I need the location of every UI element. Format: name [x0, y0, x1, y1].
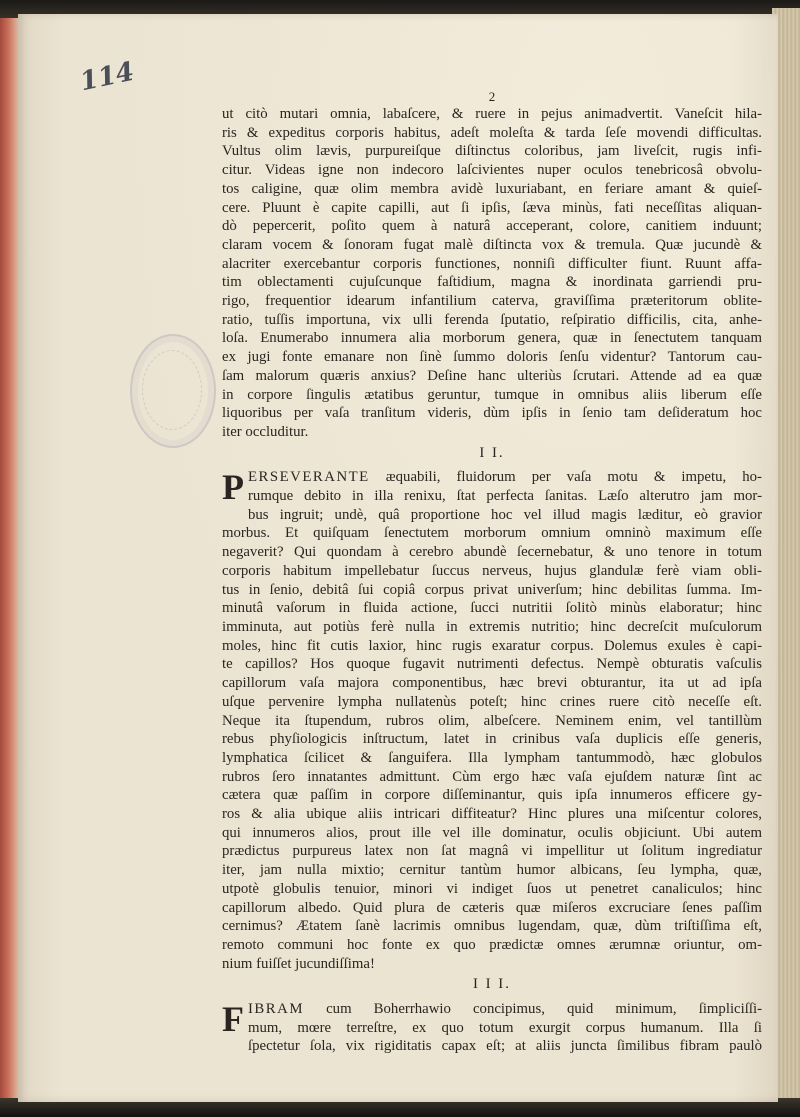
text-line: citur. Videas igne non indecoro laſcivientes nuper oculos tenebricosâ obvolu-: [222, 162, 762, 179]
text-line: bus ingruit; undè, quâ proportione hoc vel illud magis læditur, eò gravior: [248, 506, 762, 523]
text-line: rubros ſero innatantes admittunt. Cùm ergo hæc vaſa ejuſdem naturæ ſint ac: [222, 768, 762, 785]
drop-cap: P: [222, 467, 244, 508]
text-line: tos caligine, quæ olim membra avidè luxuriabant, en feriare amant & quieſ-: [222, 180, 762, 197]
text-line: uſque pervenire lympha nullatenùs poteſt; hinc crines ruere citò neceſſe eſt.: [222, 693, 762, 710]
text-line: ſam malorum quæris anxius? Deſine hanc ulteriùs ſcrutari. Attende ad ea quæ: [222, 367, 762, 384]
text-line: utpotè globulis tenuior, minori vi indiget ſuos ut penetret canaliculos; hinc: [222, 880, 762, 897]
text-line: remoto communi hoc fonte ex quo prædictæ omnes ærumnæ oriuntur, om-: [222, 936, 762, 953]
text-line: ros & alia ubique aliis intricari diffiteatur? Hinc plures una miſcentur colores,: [222, 806, 762, 823]
text-line: prædictus purpureus latex non ſat magnâ vi impellitur ut ſolitum ingrediatur: [222, 843, 762, 860]
text-line: ex jugi fonte emanare non ſinè ſummo doloris ſenſu videntur? Tantorum cau-: [222, 349, 762, 366]
text-line: dò pepercerit, poſito quem à naturâ acceperant, colore, canitiem induunt;: [222, 218, 762, 235]
text-line: qui innumeros alios, prout ille vel ille dominatur, oculis objiciunt. Ubi autem: [222, 824, 762, 841]
text-line: corporis habitum impellebatur ſuccus nerveus, hujus glandulæ ferè viam obli-: [222, 562, 762, 579]
text-line: iter occluditur.: [222, 423, 309, 440]
section-heading-2: I I.: [479, 444, 505, 461]
text-line: tim oblectamenti cujuſcunque faſtidium, magna & inordinata garriendi pru-: [222, 274, 762, 291]
text-line: ut citò mutari omnia, labaſcere, & ruere in pejus animadvertit. Vaneſcit hila-: [222, 106, 762, 122]
drop-cap: F: [222, 999, 244, 1040]
text-line: mum, mœre terreſtre, ex quo totum exurgit corpus humanum. Illa ſi: [248, 1019, 762, 1036]
text-line: ratio, tuſſis importuna, vix ulli ferenda ſputatio, reſpiratio difficilis, cita, anhe-: [222, 311, 762, 328]
text-line: moles, hinc fit cutis laxior, hinc rugis exaratur corpus. Dolemus exules è capi-: [222, 637, 762, 654]
text-line: morbus. Et quiſquam ſenectutem morborum omnium omninò maximum eſſe: [222, 525, 762, 542]
first-word: IBRAM: [248, 1001, 305, 1018]
text-line: liquoribus per vaſa tranſitum videris, dùm ipſis in ſenio tam deſideratum hoc: [222, 405, 762, 422]
text-line: in corpore ſingulis ætatibus geruntur, tumque in omnibus aliis liberum eſſe: [222, 386, 762, 403]
text-line: rigo, frequentior idearum infantilium caterva, graviſſima præteritorum oblite-: [222, 293, 762, 310]
text-line: imminuta, aut potiùs ferè nulla in extremis nutritio; hinc decreſcit muſculorum: [222, 618, 762, 635]
text-line: cere. Pluunt è capite capilli, aut ſi ipſis, ſæva minùs, fati neceſſitas aliquan-: [222, 199, 762, 216]
text-line: ſpectetur ſola, vix rigiditatis capax eſt; at aliis juncta ſimilibus fibram paulò: [248, 1038, 762, 1055]
text-line: ris & expeditus corporis habitus, adeſt moleſta & tarda ſeſe movendi difficultas.: [222, 124, 762, 141]
text-line: cætera quæ paſſim in corpore diſſeminantur, quis ipſa innumeros efficere gy-: [222, 787, 762, 804]
text-line: [248, 468, 762, 487]
text-line: nium fuiſſet jucundiſſima!: [222, 955, 375, 972]
text-line: Neque ita ſtupendum, rubros olim, albeſcere. Neminem enim, vel tantillùm: [222, 712, 762, 729]
text-line: capillorum vaſa majora componentibus, hæc brevi obturantur, ita ut ad ipſa: [222, 675, 762, 692]
page-content: [222, 90, 762, 1056]
section-heading-3: I I I.: [473, 976, 511, 993]
text-line: [248, 1000, 762, 1019]
stamp-inner-ring: [142, 350, 202, 430]
page-number: 2: [488, 89, 496, 104]
text-line: te capillos? Hos quoque fugavit nutrimenti defectus. Nempè obturatis vaſculis: [222, 656, 762, 673]
text-line: alacriter exercebantur corporis functiones, nonniſi difficulter fiunt. Ruunt affa-: [222, 255, 762, 272]
first-line-rest: æquabili, fluidorum per vaſa motu & impetu, ho-: [369, 469, 762, 486]
text-line: rumque debito in illa renixu, ſtat perfecta ſanitas. Læſo alterutro jam mor-: [248, 488, 762, 505]
text-line: loſa. Enumerabo innumera alia morborum genera, quæ in ſenectutem tanquam: [222, 330, 762, 347]
first-word: ERSEVERANTE: [248, 469, 370, 486]
text-line: minutâ vaſorum in fluida actione, ſucci nutritii ſolitò minùs elaboratur; hinc: [222, 600, 762, 617]
section-3-paragraph: [222, 1000, 762, 1056]
text-line: rebus phyſiologicis inſtructum, latet in crinibus vaſa duplicis eſſe generis,: [222, 731, 762, 748]
text-line: Vultus olim lævis, purpureiſque diſtinctus coloribus, jam liveſcit, rugis infi-: [222, 143, 762, 160]
library-stamp: [130, 334, 216, 448]
text-line: tus in ſenio, debitâ ſui copiâ corpus privat univerſum; hinc debilitas ſumma. Im-: [222, 581, 762, 598]
handwritten-mark: 114: [77, 56, 137, 98]
text-line: lymphatica ſcilicet & ſanguifera. Illa lympham tantummodò, hæc globulos: [222, 749, 762, 766]
text-line: cernimus? Ætatem ſanè lacrimis omnibus lugendam, quæ, dùm triſtiſſima eſt,: [222, 918, 762, 935]
text-line: iter, jam nulla mixtio; cernitur tantùm humor albicans, ſeu lympha, quæ,: [222, 862, 762, 879]
text-line: negaverit? Qui quondam à cerebro abundè ſecernebatur, & uno tenore in totum: [222, 544, 762, 561]
first-line-rest: cum Boherrhawio concipimus, quid minimum, ſimpliciſſi-: [304, 1001, 762, 1018]
section-2-paragraph: [222, 468, 762, 973]
text-line: claram vocem & ſonoram fugat malè diſtincta vox & tremula. Quæ jucundè &: [222, 236, 762, 253]
text-line: capillorum albedo. Quid plura de cæteris quæ miſeros excruciare ſenes paſſim: [222, 899, 762, 916]
intro-paragraph: [222, 105, 762, 442]
